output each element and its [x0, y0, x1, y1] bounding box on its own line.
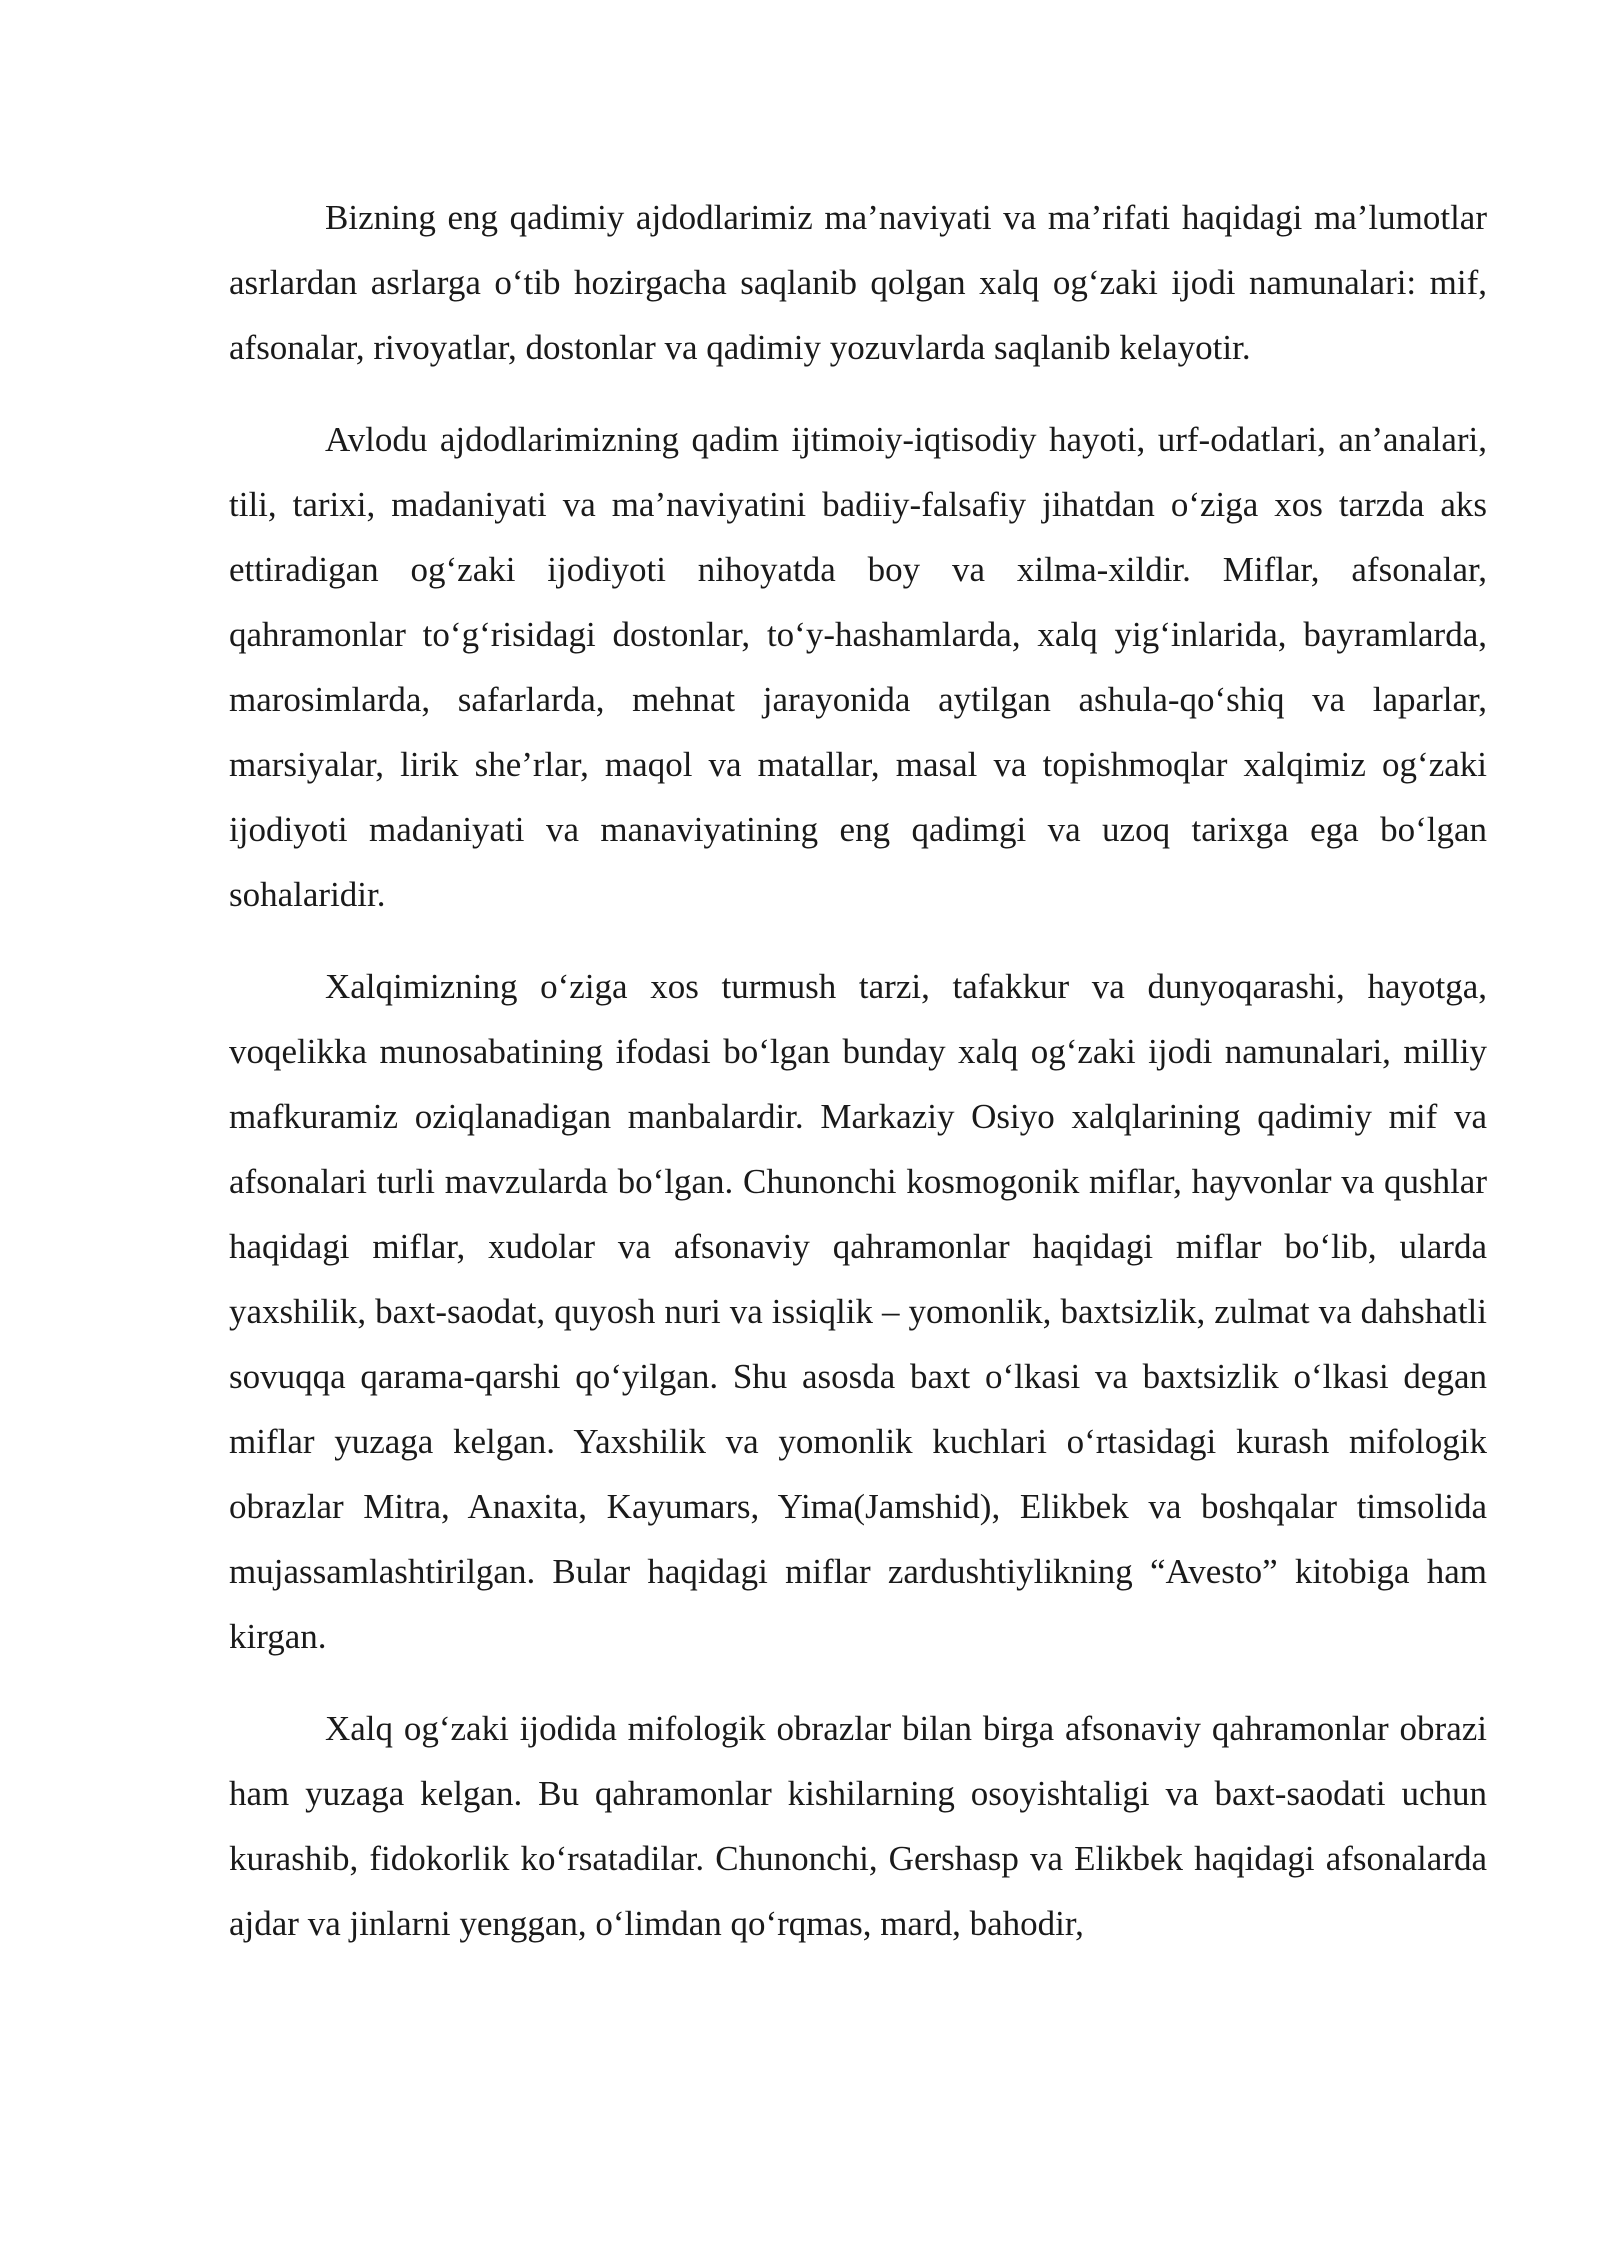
paragraph-2: Avlodu ajdodlarimizning qadim ijtimoiy-iqtisodiy hayoti, urf-odatlari, an’analari, tili, tarixi, madaniyati va ma’naviyatini badiiy-falsafiy jihatdan o‘ziga xos tarzda aks ettiradigan og‘zaki ijodiyoti nihoyatda boy va xilma-xildir. Miflar, afsonalar, qahramonlar to‘g‘risidagi dostonlar, to‘y-hashamlarda, xalq yig‘inlarida, bayramlarda, marosimlarda, safarlarda, mehnat jarayonida aytilgan ashula-qo‘shiq va laparlar, marsiyalar, lirik she’rlar, maqol va matallar, masal va topishmoqlar xalqimiz og‘zaki ijodiyoti madaniyati va manaviyatining eng qadimgi va uzoq tarixga ega bo‘lgan sohalaridir.: [229, 420, 1487, 914]
paragraph-3: Xalqimizning o‘ziga xos turmush tarzi, tafakkur va dunyoqarashi, hayotga, voqelikka munosabatining ifodasi bo‘lgan bunday xalq og‘zaki ijodi namunalari, milliy mafkuramiz oziqlanadigan manbalardir. Markaziy Osiyo xalqlarining qadimiy mif va afsonalari turli mavzularda bo‘lgan. Chunonchi kosmogonik miflar, hayvonlar va qushlar haqidagi miflar, xudolar va afsonaviy qahramonlar haqidagi miflar bo‘lib, ularda yaxshilik, baxt-saodat, quyosh nuri va issiqlik – yomonlik, baxtsizlik, zulmat va dahshatli sovuqqa qarama-qarshi qo‘yilgan. Shu asosda baxt o‘lkasi va baxtsizlik o‘lkasi degan miflar yuzaga kelgan. Yaxshilik va yomonlik kuchlari o‘rtasidagi kurash mifologik obrazlar Mitra, Anaxita, Kayumars, Yima(Jamshid), Elikbek va boshqalar timsolida mujassamlashtirilgan. Bular haqidagi miflar zardushtiylikning “Avesto” kitobiga ham kirgan.: [229, 967, 1487, 1656]
paragraph-4: Xalq og‘zaki ijodida mifologik obrazlar bilan birga afsonaviy qahramonlar obrazi ham yuzaga kelgan. Bu qahramonlar kishilarning osoyishtaligi va baxt-saodati uchun kurashib, fidokorlik ko‘rsatadilar. Chunonchi, Gershasp va Elikbek haqidagi afsonalarda ajdar va jinlarni yenggan, o‘limdan qo‘rqmas, mard, bahodir,: [229, 1709, 1487, 1943]
paragraph-1: Bizning eng qadimiy ajdodlarimiz ma’naviyati va ma’rifati haqidagi ma’lumotlar asrlardan asrlarga o‘tib hozirgacha saqlanib qolgan xalq og‘zaki ijodi namunalari: mif, afsonalar, rivoyatlar, dostonlar va qadimiy yozuvlarda saqlanib kelayotir.: [229, 198, 1487, 367]
document-body: [229, 185, 1487, 1983]
